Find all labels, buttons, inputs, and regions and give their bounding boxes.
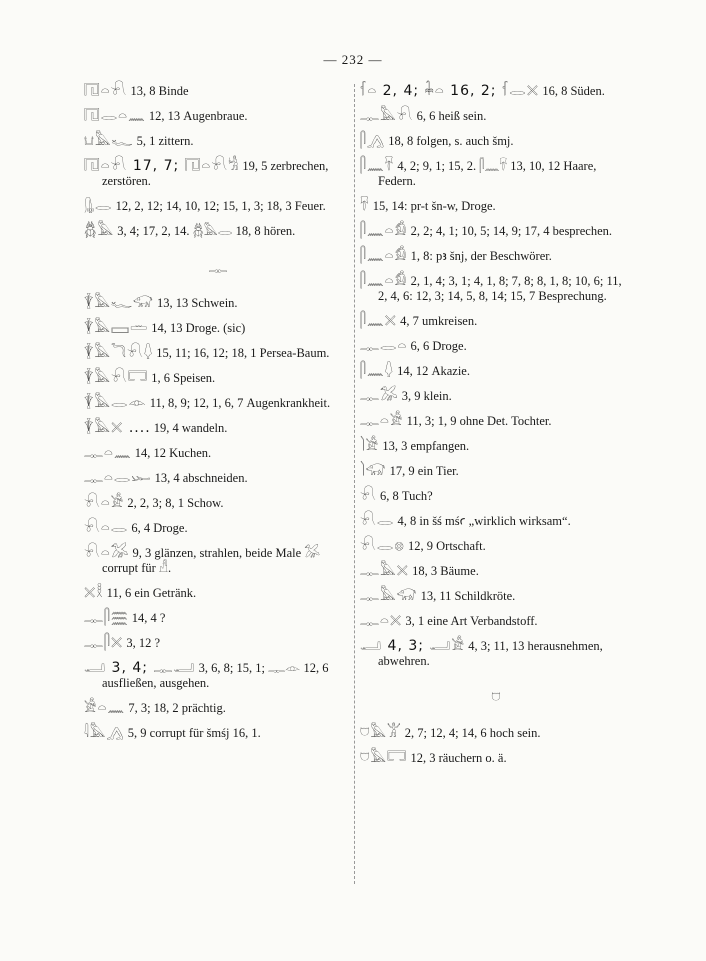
dictionary-entry xyxy=(360,109,632,124)
entry-text: 5, 1 zittern. xyxy=(133,134,194,148)
hieroglyph-group: 𓋴𓂻 xyxy=(360,133,386,149)
dictionary-entry xyxy=(84,661,352,691)
hieroglyph-group: 𓊃𓋴𓏴 xyxy=(84,635,124,651)
entry-text: 1, 6 Speisen. xyxy=(148,371,216,385)
entry-text: 19, 5 zerbrechen, zerstören. xyxy=(102,159,329,188)
hieroglyph-group: 𓌙𓃟 xyxy=(360,463,387,479)
hieroglyph-group: 𓊃𓏏𓈖 xyxy=(84,445,132,461)
entry-text: 6, 4 Droge. xyxy=(128,521,188,535)
hieroglyph-group: 𓊃𓅓𓃟 xyxy=(360,588,418,604)
dictionary-entry xyxy=(84,701,352,716)
dictionary-entry xyxy=(360,199,632,214)
hieroglyph-group: 𓇋𓅓𓂻 xyxy=(84,725,125,741)
dictionary-entry xyxy=(84,134,352,149)
dictionary-entry xyxy=(84,199,352,214)
dictionary-entry xyxy=(84,224,352,239)
entry-text: 17, 9 ein Tier. xyxy=(386,464,459,478)
dictionary-entry xyxy=(84,611,352,626)
dictionary-entry xyxy=(84,586,352,601)
hieroglyph-group: 𓍯𓏏𓅮 xyxy=(84,545,130,561)
dictionary-entry xyxy=(360,159,632,189)
entry-text: 11, 8, 9; 12, 1, 6, 7 Augenkrankheit. xyxy=(146,396,331,410)
hieroglyph-group: 𓊃𓋴𓈗 xyxy=(84,610,129,626)
entry-text: 6, 6 Droge. xyxy=(407,339,467,353)
entry-text: 13, 8 Binde xyxy=(127,84,189,98)
right-column xyxy=(360,84,632,776)
section-heading: 𓈞 xyxy=(491,690,501,706)
dictionary-entry xyxy=(360,564,632,579)
entry-text: 19, 4 wandeln. xyxy=(150,421,228,435)
hieroglyph-group: 𓊃𓅓𓏴 xyxy=(360,563,410,579)
entry-text: 18, 8 folgen, s. auch šmj. xyxy=(385,134,514,148)
hieroglyph-group: 𓋴𓈖𓆭 xyxy=(360,363,394,379)
entry-text: 2, 7; 12, 4; 14, 6 hoch sein. xyxy=(401,726,541,740)
dictionary-entry xyxy=(360,489,632,504)
hieroglyph-group: 𓋴𓈖𓏏𓀁 xyxy=(360,273,408,289)
dictionary-entry xyxy=(84,496,352,511)
entry-text: 4, 7 umkreisen. xyxy=(397,314,478,328)
hieroglyph-group: 𓍯𓏏𓀀 xyxy=(84,495,125,511)
entry-text: 7, 3; 18, 2 prächtig. xyxy=(125,701,226,715)
entry-text: 3, 1 eine Art Verbandstoff. xyxy=(402,614,538,628)
entry-text: 6, 6 heiß sein. xyxy=(413,109,487,123)
hieroglyph-group: 𓂓𓅓𓆑 xyxy=(84,133,134,149)
entry-text: 15, 14: pr-t šn-w, Droge. xyxy=(369,199,496,213)
hieroglyph-group: 𓊃𓏏𓏴 xyxy=(360,613,403,629)
dictionary-entry xyxy=(360,639,632,669)
hieroglyph-group: 𓇉𓅓𓏴 .... xyxy=(84,420,151,436)
entry-text: 12, 9 Ortschaft. xyxy=(404,539,486,553)
hieroglyph-group: 𓈞𓅓𓉐 xyxy=(360,750,408,766)
column-divider xyxy=(354,84,355,884)
dictionary-entry xyxy=(84,471,352,486)
entry-text: 13, 11 Schildkröte. xyxy=(417,589,516,603)
entry-text: 2, 2, 3; 8, 1 Schow. xyxy=(124,496,224,510)
dictionary-entry xyxy=(360,389,632,404)
entry-text: 12, 2, 12; 14, 10, 12; 15, 1, 3; 18, 3 Feuer. xyxy=(112,199,326,213)
hieroglyph-group: 𓌙𓀀 xyxy=(360,438,380,454)
entry-text: 11, 3; 1, 9 ohne Det. Tochter. xyxy=(403,414,552,428)
entry-text: 12, 13 Augenbraue. xyxy=(145,109,248,123)
entry-text: 12, 3 räuchern o. ä. xyxy=(407,751,507,765)
hieroglyph-group: 𓈞𓅓𓀠 xyxy=(360,725,402,741)
left-column xyxy=(84,84,352,751)
entry-text: 14, 12 Kuchen. xyxy=(131,446,212,460)
hieroglyph-group: 𓍯 xyxy=(360,488,377,504)
dictionary-entry xyxy=(84,84,352,99)
entry-text: 4, 3; 11, 13 herausnehmen, abwehren. xyxy=(378,639,603,668)
hieroglyph-group: 𓋴𓈖𓏴 xyxy=(360,313,398,329)
dictionary-entry xyxy=(84,446,352,461)
hieroglyph-group: 𓍯𓏏𓂋 xyxy=(84,520,129,536)
dictionary-entry xyxy=(360,224,632,239)
dictionary-entry xyxy=(84,521,352,536)
dictionary-entry xyxy=(84,346,352,361)
dictionary-entry xyxy=(360,726,632,741)
entry-text: 3, 4; 17, 2, 14. 𓆣𓅓𓂋 18, 8 hören. xyxy=(114,224,296,238)
entry-text: 4, 8 in šś mśꜥ „wirklich wirksam“. xyxy=(394,514,571,528)
hieroglyph-group: 𓊃𓏏𓀀 xyxy=(360,413,404,429)
entry-text: 3, 12 ? xyxy=(123,636,161,650)
hieroglyph-group: 𓇉𓅓𓍯𓉐 xyxy=(84,370,149,386)
dictionary-entry xyxy=(360,514,632,529)
section-heading: 𓊃 xyxy=(208,260,228,276)
dictionary-entry xyxy=(84,726,352,741)
hieroglyph-group: 𓇉𓅓𓆑𓃟 xyxy=(84,295,154,311)
hieroglyph-group: 𓉔𓏏𓍯 xyxy=(84,83,128,99)
entry-text: 2, 1, 4; 3, 1; 4, 1, 8; 7, 8; 8, 1, 8; 10, 6; 11, 2, 4, 6: 12, 3; 14, 5, 8, 14; 15, 7 Besprechung. xyxy=(378,274,622,303)
dictionary-entry xyxy=(360,464,632,479)
hieroglyph-group: 𓀀𓏏𓈖 xyxy=(84,700,126,716)
dictionary-entry xyxy=(360,249,632,264)
entry-text: 15, 11; 16, 12; 18, 1 Persea-Baum. xyxy=(153,346,330,360)
dictionary-entry xyxy=(360,751,632,766)
dictionary-entry xyxy=(360,589,632,604)
entry-text: 18, 3 Bäume. xyxy=(409,564,479,578)
dictionary-entry xyxy=(360,339,632,354)
entry-text: 11, 6 ein Getränk. xyxy=(103,586,197,600)
entry-text: 16, 8 Süden. xyxy=(539,84,605,98)
dictionary-entry xyxy=(84,321,352,336)
hieroglyph-group: 𓍯𓂋 xyxy=(360,513,395,529)
dictionary-entry xyxy=(84,296,352,311)
entry-text: 3, 9 klein. xyxy=(398,389,452,403)
hieroglyph-group: 𓂝 4, 3; 𓂝𓀀 xyxy=(360,638,466,654)
hieroglyph-group: 𓇉𓅓𓈙𓏛 xyxy=(84,320,149,336)
entry-text: 2, 2; 4, 1; 10, 5; 14, 9; 17, 4 besprechen. xyxy=(407,224,612,238)
dictionary-entry xyxy=(84,396,352,411)
dictionary-entry xyxy=(84,109,352,124)
dictionary-entry xyxy=(360,364,632,379)
hieroglyph-group: 𓍯𓂋𓊖 xyxy=(360,538,405,554)
hieroglyph-group: 𓇉𓅓𓆓𓍯𓆭 xyxy=(84,345,154,361)
hieroglyph-group: 𓆣𓅓 xyxy=(84,223,115,239)
entry-text: 6, 8 Tuch? xyxy=(376,489,433,503)
entry-text: 13, 13 Schwein. xyxy=(153,296,238,310)
dictionary-entry xyxy=(360,134,632,149)
hieroglyph-group: 𓄜 xyxy=(360,198,370,214)
entry-text: 4, 2; 9, 1; 15, 2. 𓋴𓈖𓄜 13, 10, 12 Haare, Federn. xyxy=(378,159,597,188)
entry-text: 9, 3 glänzen, strahlen, beide Male 𓅮 corrupt für 𓀭. xyxy=(102,546,321,575)
entry-text: 14, 12 Akazie. xyxy=(393,364,470,378)
hieroglyph-group: 𓋴𓈖𓄜 xyxy=(360,158,395,174)
entry-text: 14, 4 ? xyxy=(128,611,166,625)
dictionary-entry xyxy=(360,439,632,454)
dictionary-entry xyxy=(84,546,352,576)
entry-text: 1, 8: pꜣ šnj, der Beschwörer. xyxy=(407,249,552,263)
dictionary-entry xyxy=(360,84,632,99)
dictionary-entry xyxy=(360,314,632,329)
hieroglyph-group: 𓉔𓏏𓍯 17, 7; 𓉔𓏏𓍯𓀜 xyxy=(84,158,240,174)
hieroglyph-group: 𓊃𓏏𓂋𓆱 xyxy=(84,470,152,486)
page-number: — 232 — xyxy=(323,52,383,67)
hieroglyph-group: 𓊃𓂋𓏏 xyxy=(360,338,408,354)
dictionary-entry xyxy=(360,539,632,554)
entry-text: 13, 4 abschneiden. xyxy=(151,471,248,485)
hieroglyph-group: 𓋴𓈖𓏏𓀁 xyxy=(360,248,408,264)
dictionary-entry xyxy=(84,371,352,386)
hieroglyph-group: 𓇉𓅓𓂋𓁹 xyxy=(84,395,147,411)
hieroglyph-group: 𓆳𓏏 2, 4; 𓇓𓏏 16, 2; 𓆳𓂋𓏴 xyxy=(360,83,540,99)
dictionary-entry xyxy=(84,636,352,651)
entry-text: 13, 3 empfangen. xyxy=(379,439,470,453)
dictionary-entry xyxy=(360,414,632,429)
hieroglyph-group: 𓊮𓂋 xyxy=(84,198,113,214)
entry-text: 5, 9 corrupt für šmśj 16, 1. xyxy=(124,726,261,740)
hieroglyph-group: 𓋴𓈖𓏏𓀁 xyxy=(360,223,408,239)
hieroglyph-group: 𓉔𓂋𓏏𓈖 xyxy=(84,108,146,124)
dictionary-entry xyxy=(360,614,632,629)
entry-text: 14, 13 Droge. (sic) xyxy=(148,321,246,335)
dictionary-entry xyxy=(84,159,352,189)
dictionary-entry xyxy=(360,274,632,304)
hieroglyph-group: 𓊃𓅓𓍯 xyxy=(360,108,414,124)
hieroglyph-group: 𓏴𓎛 xyxy=(84,585,104,601)
hieroglyph-group: 𓊃𓅮 xyxy=(360,388,399,404)
dictionary-entry xyxy=(84,421,352,436)
hieroglyph-group: 𓂝 3, 4; 𓊃𓂝 xyxy=(84,660,196,676)
entry-text: 3, 6, 8; 15, 1; 𓊃𓁹 12, 6 ausfließen, ausgehen. xyxy=(102,661,329,690)
